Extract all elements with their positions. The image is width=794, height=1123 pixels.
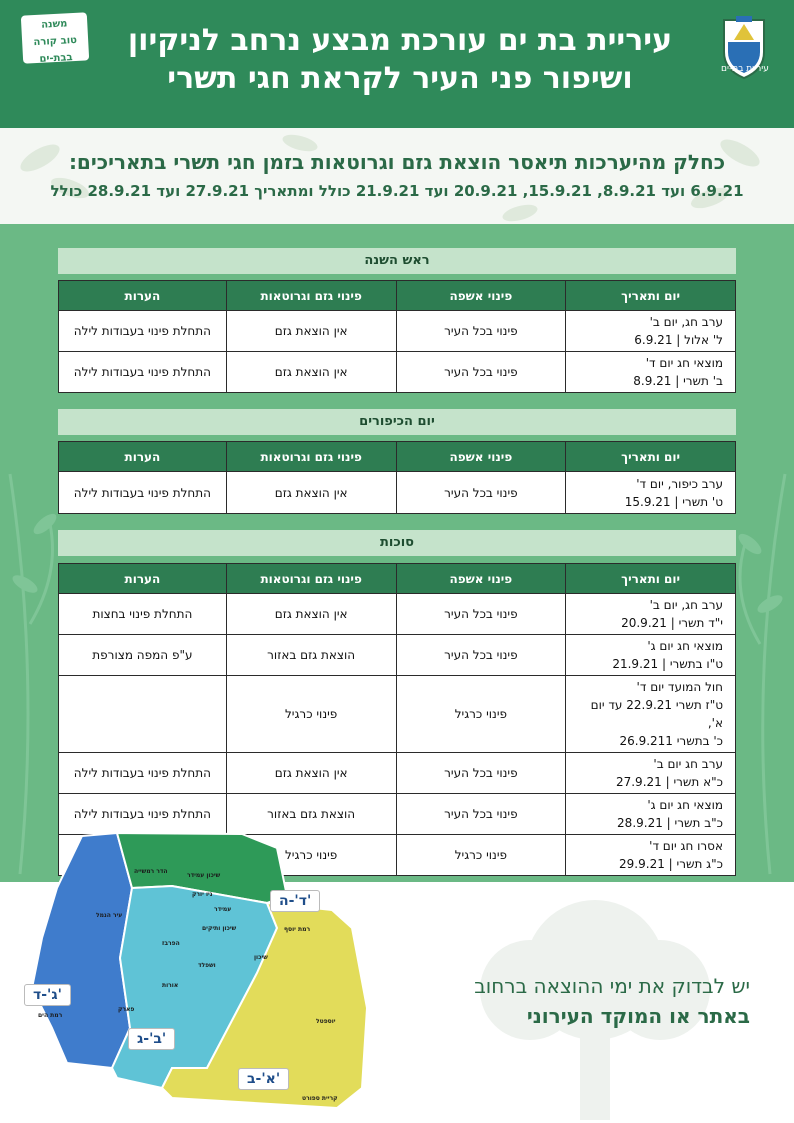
neighborhood-label: שיכון: [254, 954, 268, 961]
column-header-notes: הערות: [59, 281, 227, 311]
zone-label: ג'-ד': [24, 984, 71, 1006]
date-cell: [566, 594, 736, 635]
column-header-date: יום ותאריך: [566, 564, 736, 594]
zone-label: ב'-ג': [128, 1028, 175, 1050]
date-line: ערב חג יום ב': [653, 757, 723, 771]
subtitle-band: [0, 128, 794, 224]
campaign-logo-line2: טוב קורה: [33, 34, 78, 49]
date-line: כ"ב תשרי | 28.9.21: [617, 816, 723, 830]
bulky-cell: אין הוצאת גזם: [226, 594, 396, 635]
bulky-cell: פינוי כרגיל: [226, 676, 396, 753]
neighborhood-label: רמת הים: [38, 1012, 63, 1019]
column-header-date: יום ותאריך: [566, 281, 736, 311]
bottom-note-line2: באתר או המוקד העירוני: [526, 1004, 750, 1028]
trash-cell: פינוי בכל העיר: [396, 352, 566, 393]
zone-label: א'-ב': [238, 1068, 289, 1090]
leaves-background-icon: [0, 128, 794, 224]
neighborhood-label: הפרבז: [162, 940, 180, 947]
column-header-bulky: פינוי גזם וגרוטאות: [226, 281, 396, 311]
column-header-trash: פינוי אשפה: [396, 281, 566, 311]
notes-cell: התחלת פינוי בעבודות לילה: [59, 753, 227, 794]
notes-cell: התחלת פינוי בעבודות לילה: [59, 311, 227, 352]
zone-label: ד'-ה': [270, 890, 320, 912]
campaign-logo-line3: בבת-ים: [39, 52, 73, 65]
date-line: ט"ו בתשרי | 21.9.21: [612, 657, 723, 671]
date-line: כ"א תשרי | 27.9.21: [615, 775, 723, 789]
section-title-sukkot: סוכות: [58, 530, 736, 556]
neighborhood-label: ניו יורק: [192, 891, 213, 898]
table-row: [59, 594, 736, 635]
table-row: [59, 311, 736, 352]
date-cell: [566, 311, 736, 352]
bottom-note-line1: יש לבדוק את ימי ההוצאה ברחוב: [474, 974, 750, 998]
page-title-line2: ושיפור פני העיר לקראת חגי תשרי: [167, 61, 633, 96]
date-line: מוצאי חג יום ג': [647, 798, 723, 812]
section-title-rosh-hashana: ראש השנה: [58, 248, 736, 274]
trash-cell: פינוי בכל העיר: [396, 311, 566, 352]
bulky-cell: הוצאת גזם באזור: [226, 635, 396, 676]
trash-cell: פינוי כרגיל: [396, 676, 566, 753]
zones-map: [22, 828, 392, 1118]
date-cell: [566, 835, 736, 876]
neighborhood-label: שיכון ותיקים: [202, 925, 237, 932]
date-line: י"ד תשרי | 20.9.21: [621, 616, 723, 630]
date-line: מוצאי חג יום ג': [647, 639, 723, 653]
table-header-row: [59, 442, 736, 472]
column-header-trash: פינוי אשפה: [396, 442, 566, 472]
bulky-cell: אין הוצאת גזם: [226, 472, 396, 514]
column-header-notes: הערות: [59, 442, 227, 472]
neighborhood-label: פארק: [118, 1006, 135, 1013]
section-title-yom-kippur: יום הכיפורים: [58, 409, 736, 435]
date-line: אסרו חג יום ד': [649, 839, 723, 853]
neighborhood-label: הדר רמשייה: [134, 868, 168, 875]
page-header: [0, 0, 794, 128]
notes-cell: התחלת פינוי בעבודות לילה: [59, 472, 227, 514]
neighborhood-label: יוספטל: [316, 1018, 336, 1025]
date-line: ערב כיפור, יום ד': [636, 476, 723, 491]
bulky-cell: פינוי כרגיל: [226, 835, 396, 876]
notes-cell: [59, 676, 227, 753]
trash-cell: פינוי בכל העיר: [396, 472, 566, 514]
date-line: ט' תשרי | 15.9.21: [624, 494, 723, 509]
date-cell: [566, 753, 736, 794]
trash-cell: פינוי כרגיל: [396, 835, 566, 876]
campaign-logo-line1: משנה: [40, 18, 68, 31]
date-line: ט"ז תשרי 22.9.21 עד יום א',: [590, 698, 723, 730]
neighborhood-label: קריית ספורט: [302, 1095, 338, 1102]
column-header-notes: הערות: [59, 564, 227, 594]
table-header-row: [59, 564, 736, 594]
page-title: [110, 22, 690, 98]
date-line: ערב חג, יום ב': [649, 315, 723, 329]
restriction-heading: כחלק מהיערכות תיאסר הוצאת גזם וגרוטאות בזמן חגי תשרי בתאריכים:: [68, 150, 726, 174]
notes-cell: ע"פ המפה מצורפת: [59, 635, 227, 676]
date-cell: [566, 676, 736, 753]
table-row: [59, 635, 736, 676]
trash-cell: פינוי בכל העיר: [396, 794, 566, 835]
trash-cell: פינוי בכל העיר: [396, 594, 566, 635]
trash-cell: פינוי בכל העיר: [396, 635, 566, 676]
date-cell: [566, 635, 736, 676]
trash-cell: פינוי בכל העיר: [396, 753, 566, 794]
table-row: [59, 472, 736, 514]
column-header-trash: פינוי אשפה: [396, 564, 566, 594]
date-line: כ"ג תשרי | 29.9.21: [619, 857, 723, 871]
date-cell: [566, 794, 736, 835]
date-cell: [566, 352, 736, 393]
bulky-cell: אין הוצאת גזם: [226, 753, 396, 794]
notes-cell: התחלת פינוי בעבודות לילה: [59, 794, 227, 835]
notes-cell: התחלת פינוי בחצות: [59, 594, 227, 635]
date-line: כ' בתשרי 26.9.211: [619, 734, 723, 748]
bulky-cell: הוצאת גזם באזור: [226, 794, 396, 835]
notes-cell: התחלת פינוי בעבודות לילה: [59, 352, 227, 393]
campaign-logo: [21, 12, 89, 63]
neighborhood-label: עמידר: [214, 906, 232, 913]
table-row: [59, 753, 736, 794]
schedule-table-yom-kippur: [58, 441, 736, 514]
bulky-cell: אין הוצאת גזם: [226, 352, 396, 393]
page-title-line1: עיריית בת ים עורכת מבצע נרחב לניקיון: [127, 23, 673, 58]
table-row: [59, 352, 736, 393]
neighborhood-label: שיכון עמידר: [187, 872, 221, 879]
neighborhood-label: עיר הנמל: [96, 912, 123, 919]
date-cell: [566, 472, 736, 514]
date-line: חול המועד יום ד': [636, 680, 723, 694]
schedule-table-rosh-hashana: [58, 280, 736, 393]
date-line: מוצאי חג יום ד': [645, 356, 723, 370]
table-row: [59, 676, 736, 753]
column-header-date: יום ותאריך: [566, 442, 736, 472]
date-line: ערב חג, יום ב': [649, 598, 723, 612]
municipality-name: עיריית בת-ים: [721, 64, 769, 74]
neighborhood-label: ושפלד: [198, 962, 216, 969]
date-line: ב' תשרי | 8.9.21: [633, 374, 723, 388]
column-header-bulky: פינוי גזם וגרוטאות: [226, 442, 396, 472]
neighborhood-label: אורות: [162, 982, 179, 989]
date-line: ל' אלול | 6.9.21: [634, 333, 723, 347]
bulky-cell: אין הוצאת גזם: [226, 311, 396, 352]
column-header-bulky: פינוי גזם וגרוטאות: [226, 564, 396, 594]
restriction-dates: 6.9.21 ועד 8.9.21, 15.9.21, 20.9.21 ועד 21.9.21 כולל ומתאריך 27.9.21 ועד 28.9.21 כולל: [50, 182, 744, 200]
neighborhood-label: רמת יוסף: [284, 926, 311, 933]
table-header-row: [59, 281, 736, 311]
